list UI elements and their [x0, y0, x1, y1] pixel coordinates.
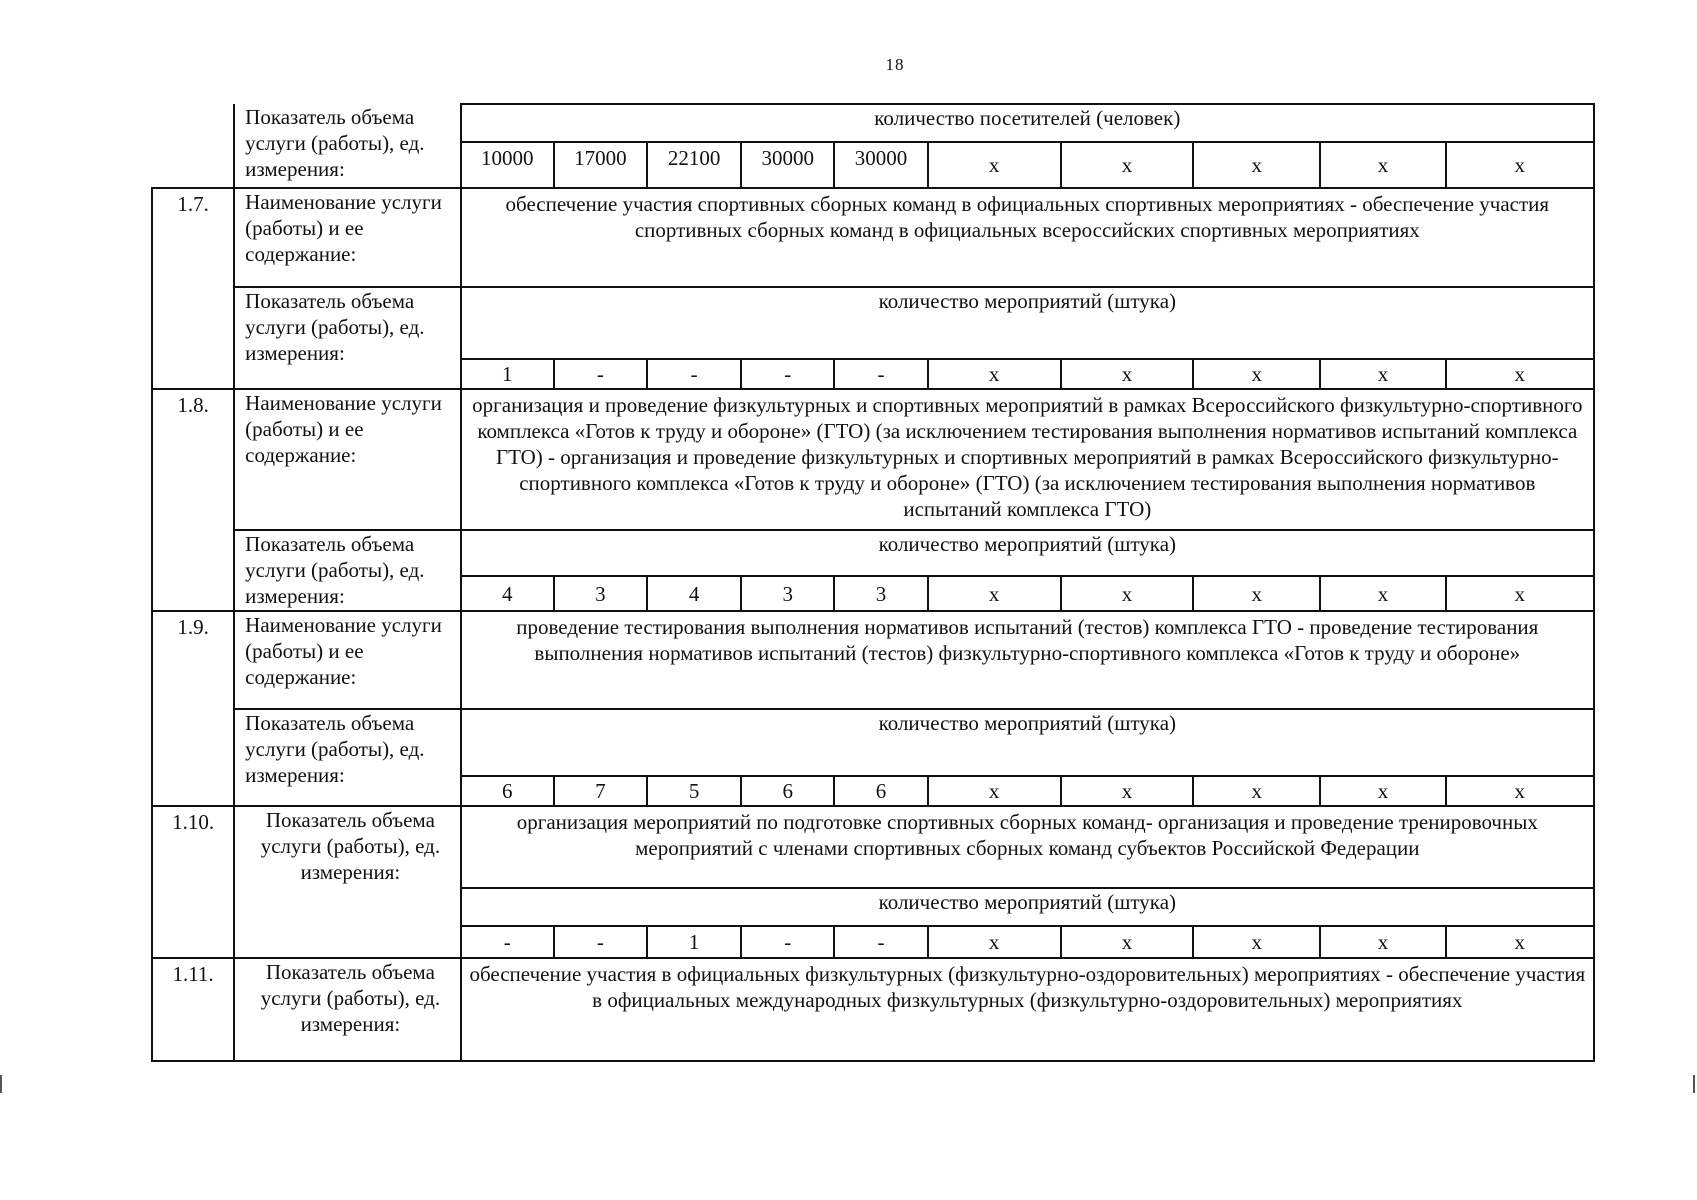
name-label: Наименование услуги (работы) и ее содержание: [234, 188, 460, 287]
volume-label: Показатель объема услуги (работы), ед. измерения: [234, 958, 460, 1061]
volume-label: Показатель объема услуги (работы), ед. измерения: [234, 530, 460, 611]
service-description: проведение тестирования выполнения нормативов испытаний (тестов) комплекса ГТО - проведение тестирования выполнения нормативов испытаний (тестов) физкультурно-спортивного комплекса «Готов к труду и обороне» [461, 611, 1594, 709]
table-row [152, 530, 1594, 576]
value-cell: x [1193, 576, 1320, 611]
value-cell: x [1061, 926, 1193, 958]
value-cell: 6 [834, 776, 927, 806]
service-description: организация и проведение физкультурных и спортивных мероприятий в рамках Всероссийского физкультурно-спортивного комплекса «Готов к труду и обороне» (ГТО) (за исключением тестирования выполнения нормативов испытаний комплекса ГТО) - организация и проведение физкультурных и спортивных мероприятий в рамках Всероссийского физкультурно-спортивного комплекса «Готов к труду и обороне» (ГТО) (за исключением тестирования выполнения нормативов испытаний комплекса ГТО) [461, 389, 1594, 530]
volume-label: Показатель объема услуги (работы), ед. измерения: [234, 104, 460, 188]
volume-label: Показатель объема услуги (работы), ед. измерения: [234, 806, 460, 958]
page-number: 18 [885, 55, 905, 74]
unit-label: количество мероприятий (штука) [461, 287, 1594, 327]
value-cell: x [1446, 142, 1594, 188]
name-label: Наименование услуги (работы) и ее содержание: [234, 389, 460, 530]
volume-label: Показатель объема услуги (работы), ед. измерения: [234, 709, 460, 806]
value-cell: x [928, 576, 1061, 611]
volume-label: Показатель объема услуги (работы), ед. измерения: [234, 287, 460, 389]
table-row [152, 104, 1594, 142]
value-cell: 30000 [834, 142, 927, 188]
value-cell: - [647, 359, 741, 389]
unit-spacer [461, 747, 1594, 776]
value-cell: x [928, 359, 1061, 389]
scan-mark-right [1693, 1075, 1695, 1093]
value-cell: x [928, 926, 1061, 958]
unit-spacer [461, 327, 1594, 359]
unit-label: количество мероприятий (штука) [461, 888, 1594, 926]
value-cell: x [1061, 142, 1193, 188]
value-cell: x [1061, 576, 1193, 611]
value-cell: 10000 [461, 142, 554, 188]
value-cell: x [1061, 776, 1193, 806]
value-cell: 3 [554, 576, 647, 611]
value-cell: x [1320, 359, 1445, 389]
service-description: обеспечение участия спортивных сборных команд в официальных спортивных мероприятиях - обеспечение участия спортивных сборных команд в официальных всероссийских спортивных мероприятиях [461, 188, 1594, 287]
name-label: Наименование услуги (работы) и ее содержание: [234, 611, 460, 709]
value-cell: x [1193, 359, 1320, 389]
unit-label: количество мероприятий (штука) [461, 530, 1594, 576]
value-cell: 1 [461, 359, 554, 389]
table-row [152, 709, 1594, 747]
value-cell: 30000 [741, 142, 834, 188]
service-description: обеспечение участия в официальных физкультурных (физкультурно-оздоровительных) мероприятиях - обеспечение участия в официальных международных физкультурных (физкультурно-оздоровительных) мероприятиях [461, 958, 1594, 1061]
value-cell: - [834, 359, 927, 389]
value-cell: 4 [461, 576, 554, 611]
value-cell: x [1061, 359, 1193, 389]
unit-label: количество посетителей (человек) [461, 104, 1594, 142]
table-row [152, 287, 1594, 327]
value-cell: 7 [554, 776, 647, 806]
table-row [152, 611, 1594, 709]
value-cell: x [1320, 576, 1445, 611]
value-cell: - [741, 359, 834, 389]
value-cell: 6 [461, 776, 554, 806]
row-number: 1.11. [152, 958, 234, 1061]
value-cell: - [461, 926, 554, 958]
value-cell: x [1193, 926, 1320, 958]
value-cell: 3 [741, 576, 834, 611]
value-cell: x [1193, 776, 1320, 806]
value-cell: x [1320, 776, 1445, 806]
value-cell: 3 [834, 576, 927, 611]
value-cell: x [928, 776, 1061, 806]
services-table [151, 103, 1595, 1062]
row-number: 1.10. [152, 806, 234, 958]
value-cell: x [1193, 142, 1320, 188]
table-row [152, 958, 1594, 1061]
value-cell: 5 [647, 776, 741, 806]
value-cell: x [1446, 926, 1594, 958]
table-row [152, 188, 1594, 287]
value-cell: x [1320, 142, 1445, 188]
value-cell: x [928, 142, 1061, 188]
row-number: 1.9. [152, 611, 234, 806]
service-description: организация мероприятий по подготовке спортивных сборных команд- организация и проведение тренировочных мероприятий с членами спортивных сборных команд субъектов Российской Федерации [461, 806, 1594, 888]
row-number [152, 104, 234, 188]
row-number: 1.8. [152, 389, 234, 611]
value-cell: - [741, 926, 834, 958]
row-number: 1.7. [152, 188, 234, 389]
scan-mark-left [0, 1075, 2, 1093]
value-cell: x [1446, 776, 1594, 806]
value-cell: x [1446, 576, 1594, 611]
value-cell: x [1446, 359, 1594, 389]
table-row [152, 389, 1594, 530]
value-cell: 6 [741, 776, 834, 806]
value-cell: 1 [647, 926, 741, 958]
value-cell: 4 [647, 576, 741, 611]
value-cell: 22100 [647, 142, 741, 188]
value-cell: x [1320, 926, 1445, 958]
table-row [152, 806, 1594, 888]
value-cell: 17000 [554, 142, 647, 188]
value-cell: - [554, 926, 647, 958]
value-cell: - [554, 359, 647, 389]
unit-label: количество мероприятий (штука) [461, 709, 1594, 747]
value-cell: - [834, 926, 927, 958]
